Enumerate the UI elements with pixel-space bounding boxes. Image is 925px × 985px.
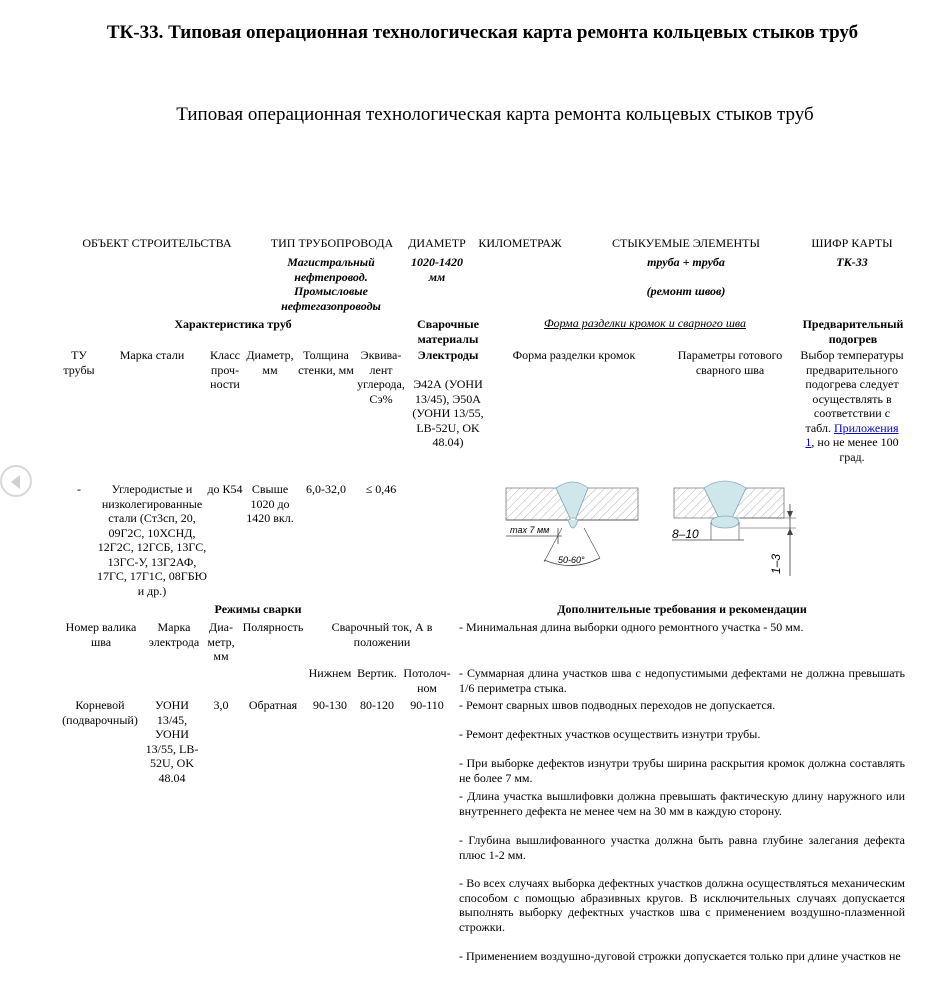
col-equivalent: Эквива-лент углерода, Сэ% [357, 348, 405, 406]
modes-title: Режимы сварки [214, 602, 302, 616]
code-label: ШИФР КАРТЫ [811, 236, 893, 250]
elements-value: труба + труба [647, 255, 725, 269]
row-ceiling: 90-110 [410, 698, 444, 712]
previous-page-button[interactable] [0, 465, 32, 497]
shape-title: Форма разделки кромок и сварного шва [543, 316, 747, 330]
col-ceiling: Потолоч-ном [403, 666, 451, 695]
col-weld-params: Параметры готового сварного шва [677, 348, 783, 377]
val-equivalent: ≤ 0,46 [365, 482, 397, 496]
col-tu: ТУ трубы [63, 348, 95, 377]
col-dia: Диа-метр, мм [207, 620, 235, 663]
page-subtitle: Типовая операционная технологическая карта ремонта кольцевых стыков труб [176, 104, 814, 125]
diameter-value: 1020-1420 мм [411, 255, 463, 284]
requirement-item: - Длина участка вышлифовки должна превышать фактическую длину наружного или внутреннего дефекта не менее чем на 30 мм в каждую сторону. [459, 789, 905, 818]
val-diameter: Свыше 1020 до 1420 вкл. [246, 482, 294, 525]
requirement-item: - Глубина вышлифованного участка должна быть равна глубине залегания дефекта плюс 1-2 мм. [459, 833, 905, 862]
col-steel: Марка стали [119, 348, 185, 362]
preheat-text-before: Выбор температуры предварительного подогрева следует осуществлять в соответствии с табл. [800, 348, 904, 435]
col-electrode: Марка электрода [148, 620, 200, 649]
row-electrode: УОНИ 13/45, УОНИ 13/55, LB-52U, OK 48.04 [145, 698, 199, 785]
val-thickness: 6,0-32,0 [306, 482, 346, 496]
row-dia: 3,0 [213, 698, 229, 712]
elements-note: (ремонт швов) [646, 284, 726, 298]
requirement-item: - Минимальная длина выборки одного ремонтного участка - 50 мм. [459, 620, 804, 634]
col-class: Класс проч-ности [210, 348, 240, 391]
electrodes-value: Э42А (УОНИ 13/45), Э50А (УОНИ 13/55, LB-52U, OK 48.04) [412, 377, 484, 449]
preheat-text [800, 348, 904, 464]
appendix-link[interactable]: Приложения 1 [805, 420, 899, 449]
requirement-item: - Суммарная длина участков шва с недопустимыми дефектами не должна превышать 1/6 периметра стыка. [459, 666, 905, 695]
chevron-left-icon [7, 473, 25, 491]
requirement-item: - При выборке дефектов изнутри трубы ширина раскрытия кромок должна составлять не более 7 мм. [459, 756, 905, 785]
requirement-item: - Применением воздушно-дуговой строжки допускается только при длине участков не [459, 949, 901, 963]
electrodes-label: Электроды [417, 348, 479, 362]
val-tu: - [77, 482, 81, 496]
dim-height-label: 1–3 [769, 553, 783, 574]
row-bead: Корневой (подварочный) [62, 698, 138, 727]
col-vertical: Вертик. [357, 666, 397, 680]
col-bead: Номер валика шва [65, 620, 137, 649]
row-vertical: 80-120 [360, 698, 394, 712]
col-bottom: Нижнем [308, 666, 352, 680]
object-label: ОБЪЕКТ СТРОИТЕЛЬСТВА [82, 236, 232, 250]
requirement-item: - Во всех случаях выборка дефектных участков должна осуществляться механическим способом с помощью абразивных кругов. В исключительных случаях допускается выполнять выборку дефектных участков шва с применением воздушно-плазменной строжки. [459, 876, 905, 934]
val-class: до К54 [207, 482, 243, 496]
pipeline-type-label: ТИП ТРУБОПРОВОДА [270, 236, 394, 250]
page-title: ТК-33. Типовая операционная технологическая карта ремонта кольцевых стыков труб [106, 22, 859, 43]
edge-shape-drawing [496, 478, 648, 574]
requirement-item: - Ремонт дефектных участков осуществить изнутри трубы. [459, 727, 761, 741]
elements-label: СТЫКУЕМЫЕ ЭЛЕМЕНТЫ [612, 236, 760, 250]
col-thickness: Толщина стенки, мм [298, 348, 354, 377]
pipes-section-title: Характеристика труб [174, 317, 292, 331]
col-diameter: Диаметр, мм [246, 348, 294, 377]
weld-params-drawing [664, 478, 798, 578]
code-value: ТК-33 [836, 255, 868, 269]
col-current: Сварочный ток, А в положении [331, 620, 433, 649]
col-edge-shape: Форма разделки кромок [512, 348, 636, 362]
pipeline-type-value: Магистральный нефтепровод. Промысловые нефтегазопроводы [281, 255, 381, 313]
col-polarity: Полярность [242, 620, 304, 634]
dim-max-label: max 7 мм [510, 525, 550, 535]
km-label: КИЛОМЕТРАЖ [478, 236, 562, 250]
dim-angle-label: 50-60° [558, 555, 585, 565]
materials-title: Сварочные материалы [417, 317, 479, 346]
preheat-title: Предварительный подогрев [802, 317, 904, 346]
row-bottom: 90-130 [313, 698, 347, 712]
requirement-item: - Ремонт сварных швов подводных переходов не допускается. [459, 698, 776, 712]
row-polarity: Обратная [248, 698, 298, 712]
diameter-label: ДИАМЕТР [408, 236, 466, 250]
val-steel: Углеродистые и низколегированные стали (Ст3сп, 20, 09Г2С, 10ХСНД, 12Г2С, 12ГСБ, 13ГС, 13ГС-У, 13Г2АФ, 17ГС, 17Г1С, 08ГБЮ и др.) [97, 482, 207, 598]
dim-width-label: 8–10 [672, 527, 699, 541]
preheat-text-after: , но не менее 100 град. [811, 435, 899, 464]
requirements-title: Дополнительные требования и рекомендации [557, 602, 807, 616]
